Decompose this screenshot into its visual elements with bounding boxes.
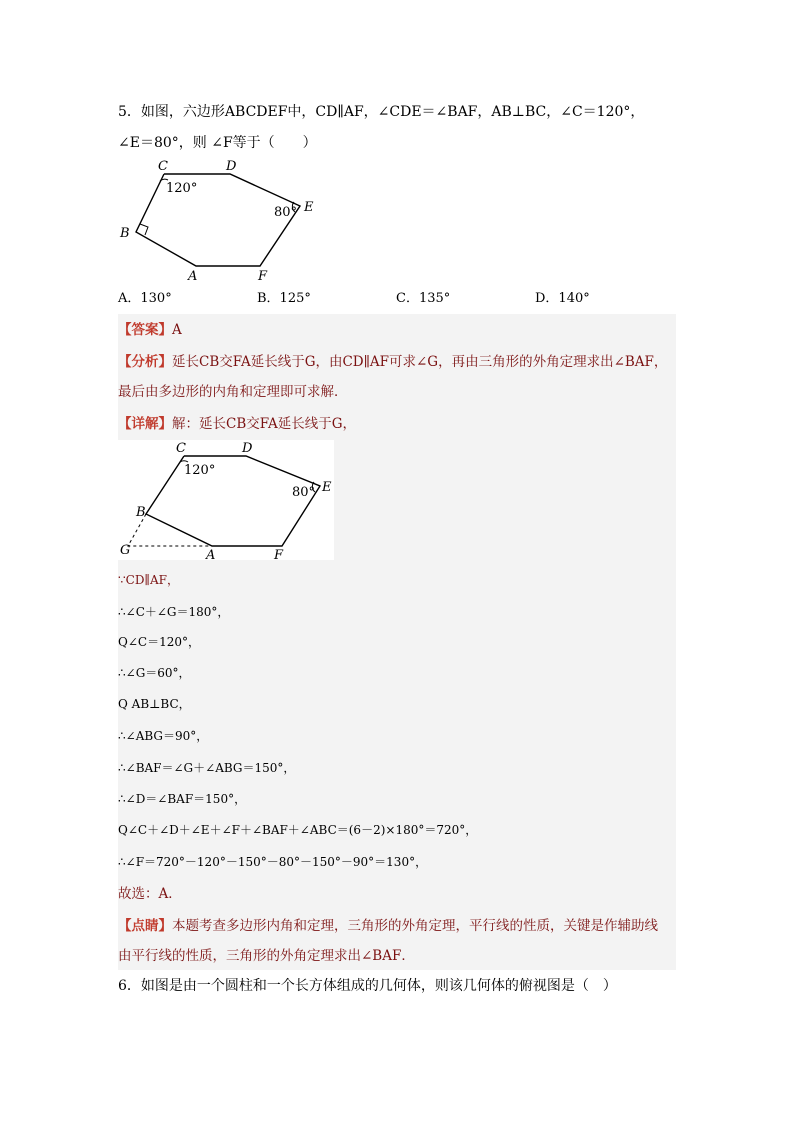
q5-stem-line2: ∠E＝80°，则 ∠F等于（ ） (118, 135, 317, 151)
step-1: ∵CD∥AF， (118, 573, 179, 587)
step-4: ∴∠G＝60°， (118, 666, 191, 680)
q5-label-f: F (258, 269, 268, 284)
choose-line: 故选：A． (118, 886, 182, 902)
comment-line2: 由平行线的性质，三角形的外角定理求出∠BAF． (118, 948, 415, 964)
q5-option-d: D．140° (535, 291, 590, 306)
q5-stem-line1: 5．如图，六边形ABCDEF中，CD∥AF，∠CDE＝∠BAF，AB⊥BC，∠C＝120°， (118, 104, 645, 120)
detail-label-b: B (136, 505, 146, 520)
q5-label-e: E (304, 200, 314, 215)
step-2: ∴∠C＋∠G＝180°， (118, 605, 230, 619)
detail-angle-c: 120° (184, 463, 216, 478)
comment-tag: 【点睛】 (118, 918, 172, 934)
analysis-text1: 延长CB交FA延长线于G，由CD∥AF可求∠G，再由三角形的外角定理求出∠BAF， (172, 354, 668, 370)
step-3: Q∠C＝120°， (118, 635, 200, 649)
q5-label-c: C (158, 159, 168, 174)
detail-hexagon-figure (118, 440, 334, 560)
step-10: ∴∠F＝720°－120°－150°－80°－150°－90°＝130°， (118, 855, 428, 869)
q5-label-a: A (188, 269, 198, 284)
q5-hexagon-figure (118, 156, 338, 288)
analysis-line2: 最后由多边形的内角和定理即可求解． (118, 384, 348, 400)
q5-label-b: B (120, 226, 130, 241)
step-7: ∴∠BAF＝∠G＋∠ABG＝150°， (118, 761, 296, 775)
answer-tag: 【答案】 (118, 322, 172, 338)
solution-panel (118, 314, 676, 970)
detail-label-g: G (120, 543, 131, 558)
q6-stem: 6．如图是由一个圆柱和一个长方体组成的几何体，则该几何体的俯视图是（ ） (118, 978, 617, 994)
detail-label-e: E (322, 480, 332, 495)
comment-line1 (118, 916, 658, 936)
detail-label-d: D (242, 441, 253, 456)
step-5: Q AB⊥BC， (118, 697, 191, 711)
analysis-line1 (118, 352, 667, 372)
q5-angle-c: 120° (166, 181, 198, 196)
step-8: ∴∠D＝∠BAF＝150°， (118, 792, 247, 806)
detail-label-c: C (176, 441, 186, 456)
answer-line (118, 320, 182, 340)
step-9: Q∠C＋∠D＋∠E＋∠F＋∠BAF＋∠ABC＝(6－2)×180°＝720°， (118, 823, 478, 837)
detail-line (118, 414, 356, 434)
analysis-tag: 【分析】 (118, 354, 172, 370)
q5-angle-e: 80° (274, 205, 298, 220)
q5-option-a: A．130° (118, 291, 172, 306)
step-6: ∴∠ABG＝90°， (118, 729, 209, 743)
comment-text1: 本题考查多边形内角和定理，三角形的外角定理，平行线的性质，关键是作辅助线 (172, 918, 658, 934)
q5-label-d: D (226, 159, 237, 174)
q5-option-c: C．135° (396, 291, 451, 306)
answer-value: A (172, 322, 182, 338)
detail-angle-e: 80° (292, 485, 316, 500)
detail-intro: 解：延长CB交FA延长线于G， (172, 416, 356, 432)
detail-label-f: F (274, 548, 284, 560)
detail-tag: 【详解】 (118, 416, 172, 432)
detail-label-a: A (206, 548, 216, 560)
q5-option-b: B．125° (257, 291, 311, 306)
